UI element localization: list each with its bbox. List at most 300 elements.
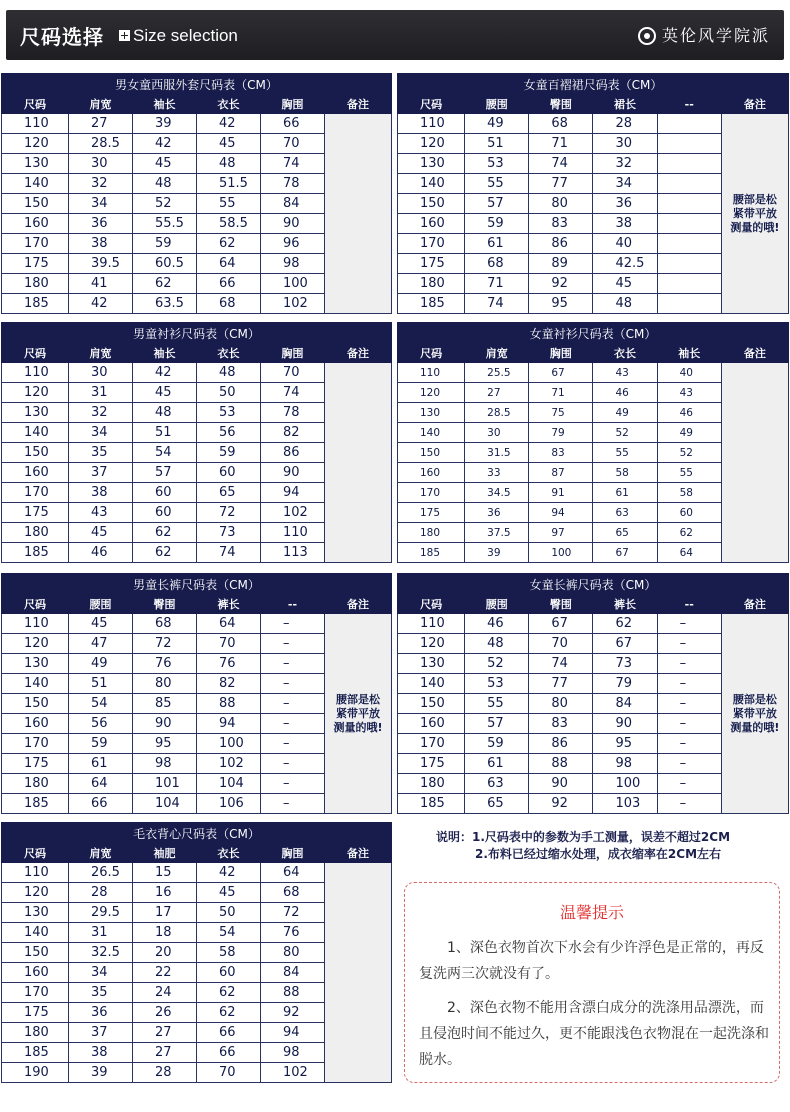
column-header: 臀围 xyxy=(133,595,197,614)
table-cell: 46 xyxy=(593,383,657,403)
table-cell: 78 xyxy=(261,403,325,423)
table-cell: 34 xyxy=(593,174,657,194)
table-cell: 34 xyxy=(69,194,133,214)
table-cell: 16 xyxy=(133,883,197,903)
table-cell: 50 xyxy=(197,903,261,923)
table-cell: 28 xyxy=(593,114,657,134)
table-cell: 52 xyxy=(465,654,529,674)
table-cell: 49 xyxy=(657,423,721,443)
table-cell: 17 xyxy=(133,903,197,923)
table-cell: 60.5 xyxy=(133,254,197,274)
page-title: 尺码选择 xyxy=(20,25,104,49)
table-cell: 140 xyxy=(398,423,465,443)
table-cell: 95 xyxy=(529,294,593,314)
table-cell xyxy=(657,294,721,314)
table-cell: 90 xyxy=(593,714,657,734)
table-cell: 110 xyxy=(2,363,69,383)
table-cell: 97 xyxy=(529,523,593,543)
table-row xyxy=(2,114,392,134)
table-cell: 113 xyxy=(261,543,325,563)
table-cell: 88 xyxy=(197,694,261,714)
table-cell: 86 xyxy=(529,734,593,754)
table-cell: 74 xyxy=(261,383,325,403)
column-header: 尺码 xyxy=(398,95,465,114)
table-cell: 185 xyxy=(2,543,69,563)
table-cell: 53 xyxy=(465,154,529,174)
table-cell: 120 xyxy=(398,134,465,154)
table-title: 男女童西服外套尺码表（CM） xyxy=(2,74,392,95)
table-title: 毛衣背心尺码表（CM） xyxy=(2,823,392,844)
table-cell: 60 xyxy=(197,963,261,983)
table-cell: – xyxy=(261,734,325,754)
column-header: 肩宽 xyxy=(69,95,133,114)
table-cell xyxy=(657,214,721,234)
table-cell: 95 xyxy=(593,734,657,754)
table-cell: 31 xyxy=(69,383,133,403)
table-cell: 51 xyxy=(133,423,197,443)
table-cell: 55 xyxy=(465,694,529,714)
table-cell: 66 xyxy=(261,114,325,134)
table-cell: 34 xyxy=(69,423,133,443)
column-header: 衣长 xyxy=(197,844,261,863)
table-cell: 28.5 xyxy=(69,134,133,154)
table-cell: 60 xyxy=(133,483,197,503)
table-cell: – xyxy=(261,794,325,814)
size-table-boys-trousers xyxy=(1,573,392,814)
table-cell: 120 xyxy=(2,634,69,654)
table-cell: 70 xyxy=(261,363,325,383)
table-row xyxy=(2,863,392,883)
table-cell: 66 xyxy=(197,1023,261,1043)
table-cell: – xyxy=(657,774,721,794)
table-cell xyxy=(657,134,721,154)
table-cell: 79 xyxy=(593,674,657,694)
table-cell: – xyxy=(657,634,721,654)
size-table-sweater-vest xyxy=(1,822,392,1083)
table-cell: 175 xyxy=(2,254,69,274)
column-header: 裤长 xyxy=(197,595,261,614)
table-cell: 80 xyxy=(261,943,325,963)
table-cell: 59 xyxy=(197,443,261,463)
column-header: 备注 xyxy=(325,344,392,363)
table-cell: 67 xyxy=(529,614,593,634)
table-cell xyxy=(657,194,721,214)
table-cell: 120 xyxy=(2,134,69,154)
table-cell: 48 xyxy=(133,403,197,423)
table-cell: 90 xyxy=(133,714,197,734)
table-cell: 70 xyxy=(529,634,593,654)
column-header: 衣长 xyxy=(593,344,657,363)
table-cell: 49 xyxy=(593,403,657,423)
table-cell: 92 xyxy=(529,274,593,294)
table-cell: 54 xyxy=(69,694,133,714)
table-cell: 185 xyxy=(398,543,465,563)
table-cell: 30 xyxy=(69,154,133,174)
table-cell: 28.5 xyxy=(465,403,529,423)
table-cell: 57 xyxy=(465,714,529,734)
table-cell: 170 xyxy=(2,734,69,754)
table-cell: 61 xyxy=(465,754,529,774)
table-cell: 68 xyxy=(529,114,593,134)
table-cell: 170 xyxy=(398,483,465,503)
table-cell: 64 xyxy=(657,543,721,563)
table-cell: – xyxy=(261,694,325,714)
table-cell: 59 xyxy=(465,734,529,754)
table-cell: 59 xyxy=(69,734,133,754)
column-header: 袖长 xyxy=(657,344,721,363)
table-cell: 29.5 xyxy=(69,903,133,923)
column-header: 尺码 xyxy=(2,344,69,363)
table-cell: 73 xyxy=(197,523,261,543)
table-cell: 86 xyxy=(261,443,325,463)
table-cell: – xyxy=(657,674,721,694)
table-cell: – xyxy=(261,634,325,654)
table-cell: 63 xyxy=(593,503,657,523)
table-cell: 63.5 xyxy=(133,294,197,314)
table-cell: 160 xyxy=(2,463,69,483)
table-cell: 62 xyxy=(133,543,197,563)
table-cell: 65 xyxy=(593,523,657,543)
table-cell: 42 xyxy=(197,863,261,883)
table-cell: 80 xyxy=(133,674,197,694)
table-cell: 70 xyxy=(197,634,261,654)
size-table-girls-trousers xyxy=(397,573,789,814)
size-table-boys-shirt xyxy=(1,322,392,563)
table-cell: – xyxy=(657,754,721,774)
table-cell: 185 xyxy=(398,294,465,314)
table-cell: 58 xyxy=(657,483,721,503)
table-cell: 48 xyxy=(133,174,197,194)
table-cell: 185 xyxy=(2,294,69,314)
table-cell: 110 xyxy=(2,863,69,883)
table-cell: 65 xyxy=(465,794,529,814)
column-header: 尺码 xyxy=(2,595,69,614)
table-cell: 70 xyxy=(261,134,325,154)
table-cell: 76 xyxy=(133,654,197,674)
table-cell: 104 xyxy=(133,794,197,814)
table-cell: 51 xyxy=(465,134,529,154)
table-cell: 28 xyxy=(133,1063,197,1083)
table-cell: 175 xyxy=(2,1003,69,1023)
table-cell: 180 xyxy=(398,274,465,294)
table-cell: 45 xyxy=(69,523,133,543)
table-cell: 83 xyxy=(529,214,593,234)
table-cell xyxy=(657,274,721,294)
table-cell: – xyxy=(657,794,721,814)
table-cell: 160 xyxy=(2,963,69,983)
table-cell: 48 xyxy=(197,154,261,174)
table-cell: 98 xyxy=(261,1043,325,1063)
table-cell: 102 xyxy=(261,294,325,314)
table-cell: 120 xyxy=(2,883,69,903)
table-cell: 120 xyxy=(398,383,465,403)
table-cell: 106 xyxy=(197,794,261,814)
table-cell: 68 xyxy=(133,614,197,634)
table-cell: 102 xyxy=(197,754,261,774)
column-header: -- xyxy=(657,95,721,114)
table-cell: 78 xyxy=(261,174,325,194)
table-cell: 62 xyxy=(197,1003,261,1023)
table-cell: 42 xyxy=(133,363,197,383)
table-cell: 55 xyxy=(465,174,529,194)
table-cell: 110 xyxy=(398,614,465,634)
table-cell: 27 xyxy=(465,383,529,403)
table-cell: 190 xyxy=(2,1063,69,1083)
column-header: 腰围 xyxy=(465,95,529,114)
table-cell: 130 xyxy=(2,654,69,674)
table-cell: – xyxy=(657,734,721,754)
table-cell: 185 xyxy=(2,1043,69,1063)
table-cell: 67 xyxy=(529,363,593,383)
table-cell: 83 xyxy=(529,714,593,734)
table-cell: 38 xyxy=(69,483,133,503)
table-cell: 180 xyxy=(398,774,465,794)
table-cell: 74 xyxy=(197,543,261,563)
table-cell: 43 xyxy=(69,503,133,523)
table-cell: 94 xyxy=(261,483,325,503)
table-cell: 90 xyxy=(261,214,325,234)
table-cell: – xyxy=(261,614,325,634)
column-header: 臀围 xyxy=(529,95,593,114)
table-cell: 67 xyxy=(593,543,657,563)
table-cell: 72 xyxy=(133,634,197,654)
table-cell: 150 xyxy=(398,194,465,214)
table-cell: – xyxy=(261,754,325,774)
table-cell: 46 xyxy=(657,403,721,423)
table-cell: 55 xyxy=(657,463,721,483)
column-header: 备注 xyxy=(325,95,392,114)
table-cell: 130 xyxy=(2,403,69,423)
remarks-cell xyxy=(325,363,392,563)
table-cell: 42.5 xyxy=(593,254,657,274)
table-cell: 72 xyxy=(261,903,325,923)
column-header: 尺码 xyxy=(398,344,465,363)
table-cell: 75 xyxy=(529,403,593,423)
table-cell: – xyxy=(657,694,721,714)
table-cell: 74 xyxy=(529,154,593,174)
table-cell: 63 xyxy=(465,774,529,794)
table-cell: 84 xyxy=(261,194,325,214)
table-cell: 140 xyxy=(398,674,465,694)
table-cell: 61 xyxy=(69,754,133,774)
table-cell: 160 xyxy=(2,214,69,234)
table-cell: 67 xyxy=(593,634,657,654)
column-header: 备注 xyxy=(721,95,788,114)
table-cell: 42 xyxy=(197,114,261,134)
table-cell: 53 xyxy=(197,403,261,423)
table-cell: 20 xyxy=(133,943,197,963)
table-cell: 55 xyxy=(593,443,657,463)
table-cell: 130 xyxy=(398,403,465,423)
table-cell xyxy=(657,174,721,194)
table-cell: 130 xyxy=(2,154,69,174)
table-cell: 104 xyxy=(197,774,261,794)
table-cell: 110 xyxy=(261,523,325,543)
table-cell: 39 xyxy=(133,114,197,134)
table-cell: 150 xyxy=(2,194,69,214)
table-cell: 180 xyxy=(398,523,465,543)
table-cell: 74 xyxy=(529,654,593,674)
page-subtitle xyxy=(119,26,238,46)
table-cell: 175 xyxy=(398,754,465,774)
size-table-pleated-skirt xyxy=(397,73,789,314)
table-cell: 57 xyxy=(133,463,197,483)
table-cell: 90 xyxy=(529,774,593,794)
table-cell: 41 xyxy=(69,274,133,294)
table-cell: 30 xyxy=(69,363,133,383)
table-cell: 26.5 xyxy=(69,863,133,883)
table-cell: 79 xyxy=(529,423,593,443)
table-cell: 54 xyxy=(133,443,197,463)
table-cell: 52 xyxy=(593,423,657,443)
table-cell: 150 xyxy=(2,943,69,963)
table-cell: 15 xyxy=(133,863,197,883)
table-cell: 80 xyxy=(529,694,593,714)
remarks-cell xyxy=(721,363,788,563)
table-cell: 95 xyxy=(133,734,197,754)
column-header: 肩宽 xyxy=(69,844,133,863)
table-cell: 43 xyxy=(593,363,657,383)
table-cell: 88 xyxy=(529,754,593,774)
table-cell: 60 xyxy=(133,503,197,523)
table-cell: 110 xyxy=(398,363,465,383)
table-cell: 45 xyxy=(197,134,261,154)
table-cell: 30 xyxy=(593,134,657,154)
table-cell: 130 xyxy=(2,903,69,923)
table-cell: 51.5 xyxy=(197,174,261,194)
table-cell: 45 xyxy=(69,614,133,634)
table-cell: 37.5 xyxy=(465,523,529,543)
table-cell: 180 xyxy=(2,523,69,543)
brand-logo xyxy=(638,23,770,46)
table-cell: 74 xyxy=(261,154,325,174)
table-cell: 102 xyxy=(261,503,325,523)
size-table-suit-jacket xyxy=(1,73,392,314)
column-header: -- xyxy=(657,595,721,614)
table-cell: 62 xyxy=(657,523,721,543)
table-cell: – xyxy=(657,614,721,634)
table-cell: 110 xyxy=(398,114,465,134)
table-title: 女童长裤尺码表（CM） xyxy=(398,574,789,595)
table-cell: 36 xyxy=(593,194,657,214)
table-cell: 101 xyxy=(133,774,197,794)
column-header: 备注 xyxy=(721,344,788,363)
table-title: 女童衬衫尺码表（CM） xyxy=(398,323,789,344)
subtitle-text: Size selection xyxy=(133,26,238,45)
column-header: 胸围 xyxy=(261,95,325,114)
column-header: 腰围 xyxy=(465,595,529,614)
table-cell: 74 xyxy=(465,294,529,314)
table-cell: 72 xyxy=(197,503,261,523)
table-cell: 65 xyxy=(197,483,261,503)
table-row xyxy=(398,114,789,134)
table-cell: 56 xyxy=(197,423,261,443)
table-cell: 61 xyxy=(593,483,657,503)
table-cell: 66 xyxy=(69,794,133,814)
table-cell: 48 xyxy=(465,634,529,654)
table-cell: 35 xyxy=(69,983,133,1003)
table-cell: 100 xyxy=(593,774,657,794)
column-header: 臀围 xyxy=(529,595,593,614)
remarks-cell: 腰部是松紧带平放测量的哦! xyxy=(325,614,392,814)
tip-paragraph-2: 2、深色衣物不能用含漂白成分的洗涤用品漂洗，而且侵泡时间不能过久，更不能跟浅色衣物混在一起洗涤和脱水。 xyxy=(419,1000,769,1068)
table-cell: 42 xyxy=(69,294,133,314)
table-cell: 160 xyxy=(398,463,465,483)
table-cell: 64 xyxy=(261,863,325,883)
measurement-notes xyxy=(436,829,730,863)
table-cell: 150 xyxy=(398,694,465,714)
table-cell: 62 xyxy=(133,523,197,543)
table-cell: 76 xyxy=(197,654,261,674)
table-cell: 42 xyxy=(133,134,197,154)
table-cell: 60 xyxy=(197,463,261,483)
table-cell: 45 xyxy=(197,883,261,903)
table-cell: 68 xyxy=(261,883,325,903)
table-cell: 39 xyxy=(465,543,529,563)
table-cell: 71 xyxy=(529,383,593,403)
table-cell: 47 xyxy=(69,634,133,654)
table-cell: 38 xyxy=(593,214,657,234)
table-cell: 49 xyxy=(69,654,133,674)
table-cell: 160 xyxy=(2,714,69,734)
table-cell: 46 xyxy=(69,543,133,563)
table-cell: 150 xyxy=(2,443,69,463)
table-row xyxy=(398,614,789,634)
table-cell: 30 xyxy=(465,423,529,443)
table-cell: – xyxy=(657,654,721,674)
table-cell: 98 xyxy=(261,254,325,274)
table-cell: 175 xyxy=(398,503,465,523)
table-cell: – xyxy=(261,774,325,794)
table-cell: 37 xyxy=(69,1023,133,1043)
table-cell: 160 xyxy=(398,214,465,234)
table-cell: 91 xyxy=(529,483,593,503)
table-cell: 52 xyxy=(133,194,197,214)
table-cell: 77 xyxy=(529,174,593,194)
table-cell: 90 xyxy=(261,463,325,483)
table-cell: 66 xyxy=(197,1043,261,1063)
table-cell: 170 xyxy=(2,234,69,254)
table-cell xyxy=(657,114,721,134)
table-cell: 37 xyxy=(69,463,133,483)
column-header: 尺码 xyxy=(398,595,465,614)
table-cell: 62 xyxy=(133,274,197,294)
table-cell: 94 xyxy=(529,503,593,523)
table-cell: 140 xyxy=(2,923,69,943)
table-cell: 34 xyxy=(69,963,133,983)
table-cell: 120 xyxy=(2,383,69,403)
table-cell: 59 xyxy=(133,234,197,254)
table-cell: 54 xyxy=(197,923,261,943)
table-cell: 53 xyxy=(465,674,529,694)
column-header: 肩宽 xyxy=(465,344,529,363)
table-cell: 100 xyxy=(529,543,593,563)
table-cell: 59 xyxy=(465,214,529,234)
table-cell: 48 xyxy=(197,363,261,383)
table-cell: 38 xyxy=(69,1043,133,1063)
note-line-2: 2.布料已经过缩水处理，成衣缩率在2CM左右 xyxy=(475,847,722,861)
table-row xyxy=(2,363,392,383)
table-cell: 110 xyxy=(2,614,69,634)
table-cell: 40 xyxy=(593,234,657,254)
table-cell: 25.5 xyxy=(465,363,529,383)
table-cell: 51 xyxy=(69,674,133,694)
table-cell: 82 xyxy=(197,674,261,694)
table-cell: 175 xyxy=(2,754,69,774)
table-cell: 55.5 xyxy=(133,214,197,234)
plus-square-icon xyxy=(119,30,130,41)
table-cell: 94 xyxy=(197,714,261,734)
